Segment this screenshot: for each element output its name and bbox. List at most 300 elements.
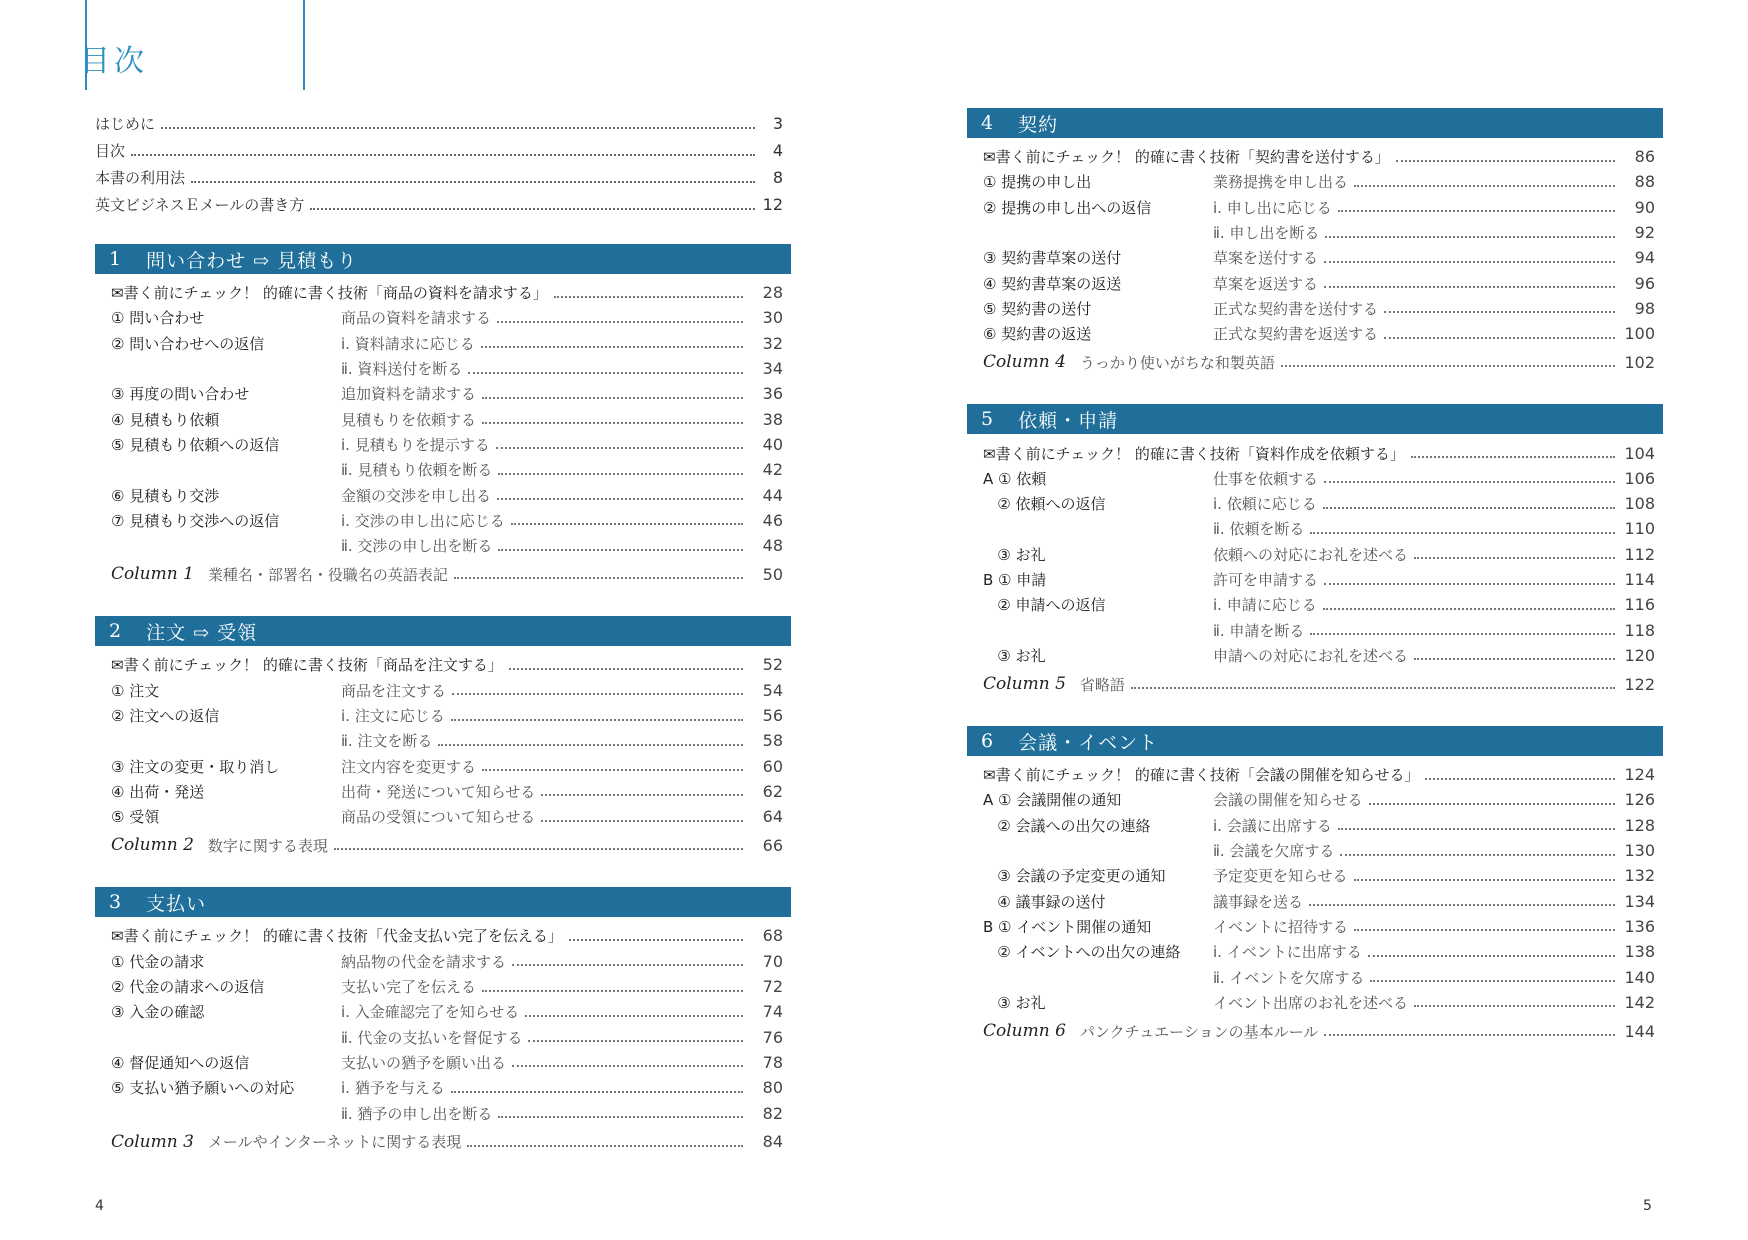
- page-number-right: 5: [1643, 1198, 1652, 1214]
- entry-title: ② 会議への出欠の連絡: [983, 816, 1151, 835]
- column-entry[interactable]: [111, 558, 783, 590]
- dot-leader: [1425, 778, 1615, 780]
- dot-leader: [334, 848, 743, 850]
- toc-entry[interactable]: [95, 164, 791, 191]
- entry-subtitle: ⅱ. 注文を断る: [341, 732, 433, 751]
- entry-title: ④ 議事録の送付: [983, 892, 1106, 911]
- page-number: 64: [762, 807, 783, 827]
- toc-entry[interactable]: [111, 1075, 783, 1100]
- page-number: 124: [1624, 765, 1655, 785]
- entry-subtitle: パンクチュエーションの基本ルール: [1079, 1022, 1319, 1041]
- section-body: [95, 646, 791, 861]
- column-label: Column 6: [983, 1021, 1066, 1042]
- toc-entry[interactable]: [983, 220, 1655, 245]
- dot-leader: [498, 473, 743, 475]
- page-number: 34: [762, 359, 783, 379]
- right-column: [967, 108, 1663, 1073]
- dot-leader: [497, 321, 743, 323]
- entry-title: ✉書く前にチェック！ 的確に書く技術「資料作成を依頼する」: [983, 444, 1405, 463]
- dot-leader: [1340, 854, 1615, 856]
- page-number: 136: [1624, 916, 1655, 936]
- dot-leader: [497, 498, 743, 500]
- section-title: 会議・イベント: [1018, 731, 1159, 754]
- spacer: [967, 1047, 1663, 1073]
- page-number: 52: [762, 655, 783, 675]
- toc-entry[interactable]: [111, 508, 783, 533]
- entry-subtitle: 出荷・発送について知らせる: [341, 782, 536, 801]
- dot-leader: [1369, 803, 1615, 805]
- toc-entry[interactable]: [111, 949, 783, 974]
- dot-leader: [481, 346, 743, 348]
- page-number: 104: [1624, 443, 1655, 463]
- toc-entry[interactable]: [111, 533, 783, 558]
- page-number: 98: [1634, 298, 1655, 318]
- page-number: 78: [762, 1052, 783, 1072]
- column-entry[interactable]: [983, 668, 1655, 700]
- dot-leader: [482, 422, 743, 424]
- entry-subtitle: 業種名・部署名・役職名の英語表記: [207, 565, 448, 584]
- toc-entry[interactable]: [983, 466, 1655, 491]
- toc-entry[interactable]: [95, 110, 791, 137]
- page-number: 80: [762, 1078, 783, 1098]
- dot-leader: [569, 939, 743, 941]
- page-number: 106: [1624, 468, 1655, 488]
- section-header: [95, 887, 791, 917]
- page-number-left: 4: [95, 1198, 104, 1214]
- section-title: 依頼・申請: [1018, 409, 1119, 432]
- toc-entry[interactable]: [983, 838, 1655, 863]
- entry-subtitle: ⅱ. 見積もり依頼を断る: [341, 461, 493, 480]
- dot-leader: [482, 769, 743, 771]
- dot-leader: [498, 549, 743, 551]
- entry-title: ③ お礼: [983, 993, 1046, 1012]
- toc-entry[interactable]: [983, 567, 1655, 592]
- dot-leader: [482, 990, 743, 992]
- toc-entry[interactable]: [111, 999, 783, 1024]
- entry-subtitle: ⅰ. イベントに出席する: [1213, 943, 1362, 962]
- page-number: 42: [762, 460, 783, 480]
- toc-entry[interactable]: [983, 296, 1655, 321]
- page-number: 76: [762, 1027, 783, 1047]
- entry-subtitle: ⅰ. 申請に応じる: [1213, 596, 1317, 615]
- check-entry[interactable]: [983, 144, 1655, 169]
- spacer: [95, 590, 791, 616]
- page-number: 132: [1624, 866, 1655, 886]
- page-number: 68: [762, 926, 783, 946]
- entry-subtitle: イベントに招待する: [1213, 917, 1349, 936]
- spacer: [967, 700, 1663, 726]
- left-sections: [95, 244, 791, 1184]
- section-body: [967, 138, 1663, 378]
- toc-entry[interactable]: [111, 305, 783, 330]
- entry-title: ② 依頼への返信: [983, 495, 1106, 514]
- dot-leader: [1354, 879, 1615, 881]
- dot-leader: [1324, 261, 1615, 263]
- dot-leader: [1323, 507, 1615, 509]
- entry-subtitle: ⅰ. 猶予を与える: [341, 1079, 445, 1098]
- entry-subtitle: ⅱ. 依頼を断る: [1213, 520, 1305, 539]
- entry-subtitle: 会議の開催を知らせる: [1213, 791, 1363, 810]
- entry-subtitle: ⅰ. 入金確認完了を知らせる: [341, 1003, 520, 1022]
- entry-title: ⑥ 契約書の返送: [983, 325, 1092, 344]
- entry-subtitle: うっかり使いがちな和製英語: [1079, 353, 1275, 372]
- toc-entry[interactable]: [983, 491, 1655, 516]
- toc-entry[interactable]: [111, 406, 783, 431]
- toc-entry[interactable]: [983, 813, 1655, 838]
- toc-entry[interactable]: [111, 678, 783, 703]
- section-body: [95, 917, 791, 1157]
- toc-entry[interactable]: [111, 432, 783, 457]
- entry-subtitle: ⅱ. 代金の支払いを督促する: [341, 1028, 523, 1047]
- entry-subtitle: 業務提携を申し出る: [1213, 173, 1349, 192]
- dot-leader: [1324, 481, 1615, 483]
- dot-leader: [1368, 955, 1615, 957]
- toc-entry[interactable]: [111, 728, 783, 753]
- section-body: [967, 756, 1663, 1047]
- page-number: 54: [762, 680, 783, 700]
- page-number: 62: [762, 781, 783, 801]
- entry-subtitle: 予定変更を知らせる: [1213, 867, 1348, 886]
- entry-subtitle: 申請への対応にお礼を述べる: [1213, 646, 1409, 665]
- dot-leader: [496, 447, 743, 449]
- toc-entry[interactable]: [983, 939, 1655, 964]
- page-number: 134: [1624, 891, 1655, 911]
- check-entry[interactable]: [983, 440, 1655, 465]
- toc-entry[interactable]: [983, 964, 1655, 989]
- toc-entry[interactable]: [111, 1025, 783, 1050]
- toc-entry[interactable]: [983, 990, 1655, 1015]
- dot-leader: [310, 208, 755, 210]
- section-number: 5: [981, 408, 995, 431]
- dot-leader: [1281, 365, 1615, 367]
- toc-entry[interactable]: [95, 191, 791, 218]
- entry-subtitle: 許可を申請する: [1213, 571, 1319, 589]
- entry-title: ③ 再度の問い合わせ: [111, 385, 250, 404]
- toc-entry[interactable]: [983, 889, 1655, 914]
- page-number: 46: [762, 510, 783, 530]
- page-number: 116: [1624, 595, 1655, 615]
- dot-leader: [1370, 980, 1615, 982]
- toc-entry[interactable]: [983, 321, 1655, 346]
- page-number: 44: [762, 485, 783, 505]
- entry-subtitle: 草案を返送する: [1213, 274, 1319, 293]
- toc-entry[interactable]: [983, 516, 1655, 541]
- dot-leader: [1323, 608, 1615, 610]
- entry-title: ② イベントへの出欠の連絡: [983, 943, 1181, 962]
- page-number: 8: [772, 168, 783, 187]
- entry-subtitle: 注文内容を変更する: [341, 757, 477, 776]
- dot-leader: [1414, 557, 1615, 559]
- page-number: 86: [1634, 147, 1655, 167]
- entry-subtitle: 草案を送付する: [1213, 249, 1319, 268]
- entry-title: ⑦ 見積もり交渉への返信: [111, 511, 280, 530]
- check-entry[interactable]: [111, 923, 783, 948]
- section-number: 3: [109, 891, 123, 914]
- entry-subtitle: 省略語: [1079, 675, 1125, 694]
- entry-title: ✉書く前にチェック！ 的確に書く技術「会議の開催を知らせる」: [983, 766, 1420, 785]
- section-title: 問い合わせ ⇨ 見積もり: [146, 249, 358, 272]
- entry-subtitle: ⅱ. 交渉の申し出を断る: [341, 537, 493, 556]
- page-number: 28: [762, 283, 783, 303]
- column-entry[interactable]: [111, 829, 783, 861]
- dot-leader: [1354, 929, 1615, 931]
- toc-entry[interactable]: [111, 457, 783, 482]
- entry-title: ⑤ 契約書の送付: [983, 299, 1092, 318]
- dot-leader: [1411, 456, 1615, 458]
- entry-subtitle: ⅱ. 会議を欠席する: [1213, 842, 1335, 861]
- entry-subtitle: 正式な契約書を送付する: [1213, 299, 1379, 318]
- dot-leader: [1324, 1034, 1615, 1036]
- toc-entry[interactable]: [111, 779, 783, 804]
- toc-entry[interactable]: [111, 356, 783, 381]
- toc-entry[interactable]: [111, 381, 783, 406]
- page-number: 4: [772, 141, 783, 160]
- entry-title: ✉書く前にチェック！ 的確に書く技術「商品を注文する」: [111, 656, 503, 675]
- page-number: 114: [1624, 570, 1655, 589]
- page-number: 102: [1624, 352, 1655, 372]
- dot-leader: [498, 1116, 743, 1118]
- dot-leader: [525, 1015, 743, 1017]
- toc-entry[interactable]: [111, 974, 783, 999]
- dot-leader: [467, 1145, 743, 1147]
- entry-subtitle: ⅱ. 猶予の申し出を断る: [341, 1104, 493, 1123]
- page-number: 144: [1624, 1021, 1655, 1041]
- page-number: 82: [762, 1103, 783, 1123]
- dot-leader: [1310, 532, 1615, 534]
- section-number: 6: [981, 730, 995, 753]
- entry-subtitle: 金額の交渉を申し出る: [341, 486, 492, 505]
- entry-title: ① 提携の申し出: [983, 173, 1092, 192]
- section-header: [967, 108, 1663, 138]
- entry-subtitle: 商品の受領について知らせる: [341, 808, 536, 827]
- dot-leader: [1354, 185, 1615, 187]
- check-entry[interactable]: [983, 762, 1655, 787]
- section-header: [95, 616, 791, 646]
- toc-entry[interactable]: [111, 331, 783, 356]
- page-number: 48: [762, 536, 783, 556]
- section-body: [95, 274, 791, 590]
- page-number: 58: [762, 731, 783, 751]
- page-number: 92: [1634, 223, 1655, 243]
- dot-leader: [541, 794, 743, 796]
- toc-entry[interactable]: [111, 1050, 783, 1075]
- entry-title: ③ 会議の予定変更の通知: [983, 867, 1166, 886]
- page-number: 88: [1634, 172, 1655, 192]
- dot-leader: [451, 719, 743, 721]
- spacer: [967, 378, 1663, 404]
- entry-title: ③ お礼: [983, 545, 1046, 564]
- entry-title: ④ 契約書草案の返送: [983, 274, 1122, 293]
- column-label: Column 1: [111, 564, 194, 585]
- toc-entry[interactable]: [95, 137, 791, 164]
- entry-title: 本書の利用法: [95, 169, 186, 187]
- section-header: [967, 726, 1663, 756]
- toc-entry[interactable]: [983, 169, 1655, 194]
- dot-leader: [482, 397, 743, 399]
- dot-leader: [1324, 583, 1615, 585]
- entry-subtitle: ⅰ. 資料請求に応じる: [341, 334, 475, 353]
- entry-subtitle: ⅱ. 資料送付を断る: [341, 360, 463, 379]
- entry-title: ② 注文への返信: [111, 707, 220, 725]
- toc-entry[interactable]: [111, 753, 783, 778]
- section-title: 注文 ⇨ 受領: [146, 621, 258, 644]
- dot-leader: [1325, 236, 1615, 238]
- dot-leader: [511, 523, 743, 525]
- entry-subtitle: ⅰ. 交渉の申し出に応じる: [341, 511, 505, 530]
- toc-entry[interactable]: [983, 787, 1655, 812]
- entry-title: ① 代金の請求: [111, 952, 205, 971]
- column-entry[interactable]: [983, 346, 1655, 378]
- entry-title: 英文ビジネスＥメールの書き方: [95, 196, 305, 214]
- section-header: [967, 404, 1663, 434]
- entry-title: ③ 注文の変更・取り消し: [111, 757, 280, 776]
- entry-title: ⑤ 見積もり依頼への返信: [111, 435, 280, 454]
- entry-subtitle: 商品を注文する: [341, 681, 447, 700]
- page-number: 66: [762, 835, 783, 855]
- entry-subtitle: 支払いの猶予を願い出る: [341, 1053, 507, 1072]
- dot-leader: [1310, 633, 1615, 635]
- page-number: 118: [1624, 620, 1655, 640]
- spacer: [95, 1158, 791, 1184]
- left-column: [95, 110, 791, 1184]
- section-number: 4: [981, 112, 995, 134]
- entry-subtitle: 見積もりを依頼する: [341, 410, 477, 429]
- entry-subtitle: ⅱ. 申し出を断る: [1213, 224, 1320, 243]
- column-entry[interactable]: [111, 1126, 783, 1158]
- toc-entry[interactable]: [983, 592, 1655, 617]
- toc-entry[interactable]: [983, 542, 1655, 567]
- entry-subtitle: 商品の資料を請求する: [341, 309, 492, 328]
- check-entry[interactable]: [111, 280, 783, 305]
- toc-entry[interactable]: [111, 1100, 783, 1125]
- page-number: 32: [762, 333, 783, 353]
- toc-entry[interactable]: [983, 863, 1655, 888]
- entry-title: A ① 依頼: [983, 469, 1047, 488]
- page-number: 84: [762, 1132, 783, 1152]
- page-number: 122: [1624, 674, 1655, 694]
- page-number: 100: [1624, 324, 1655, 344]
- entry-title: ⑤ 支払い猶予願いへの対応: [111, 1079, 295, 1098]
- dot-leader: [1131, 687, 1615, 689]
- toc-entry[interactable]: [111, 482, 783, 507]
- column-label: Column 4: [983, 352, 1066, 373]
- entry-subtitle: 仕事を依頼する: [1213, 469, 1319, 488]
- page-number: 120: [1624, 645, 1655, 665]
- page-number: 112: [1624, 544, 1655, 564]
- entry-subtitle: ⅱ. イベントを欠席する: [1213, 968, 1365, 987]
- check-entry[interactable]: [111, 652, 783, 677]
- spacer: [95, 861, 791, 887]
- entry-subtitle: ⅰ. 見積もりを提示する: [341, 435, 490, 454]
- entry-subtitle: メールやインターネットに関する表現: [207, 1133, 462, 1152]
- section-number: 1: [109, 248, 123, 270]
- page-number: 128: [1624, 815, 1655, 835]
- entry-title: ① 問い合わせ: [111, 309, 205, 328]
- page-number: 130: [1624, 841, 1655, 861]
- entry-subtitle: ⅱ. 申請を断る: [1213, 621, 1305, 640]
- dot-leader: [554, 296, 743, 298]
- section-number: 2: [109, 620, 123, 643]
- entry-title: ⑥ 見積もり交渉: [111, 486, 220, 505]
- page-number: 36: [762, 384, 783, 404]
- entry-title: ④ 出荷・発送: [111, 782, 205, 801]
- entry-title: A ① 会議開催の通知: [983, 791, 1122, 810]
- entry-subtitle: 議事録を送る: [1213, 892, 1304, 911]
- dot-leader: [1338, 828, 1615, 830]
- page-number: 56: [762, 706, 783, 725]
- entry-title: ③ 契約書草案の送付: [983, 249, 1122, 268]
- entry-subtitle: 数字に関する表現: [207, 836, 328, 855]
- toc-entry[interactable]: [983, 617, 1655, 642]
- section-header: [95, 244, 791, 274]
- dot-leader: [452, 693, 743, 695]
- toc-entry[interactable]: [983, 195, 1655, 220]
- page-number: 40: [762, 434, 783, 454]
- toc-entry[interactable]: [111, 703, 783, 728]
- entry-title: 目次: [95, 142, 126, 160]
- entry-title: ✉書く前にチェック！ 的確に書く技術「商品の資料を請求する」: [111, 284, 548, 303]
- page-number: 60: [762, 756, 783, 776]
- toc-entry[interactable]: [111, 804, 783, 829]
- dot-leader: [1338, 210, 1615, 212]
- entry-subtitle: イベント出席のお礼を述べる: [1213, 993, 1409, 1012]
- dot-leader: [451, 1091, 743, 1093]
- section-body: [967, 434, 1663, 700]
- entry-title: ④ 見積もり依頼: [111, 410, 220, 429]
- entry-subtitle: 正式な契約書を返送する: [1213, 325, 1379, 344]
- dot-leader: [1384, 337, 1615, 339]
- column-label: Column 5: [983, 674, 1066, 695]
- page-number: 126: [1624, 790, 1655, 810]
- page-number: 3: [772, 114, 783, 133]
- entry-title: ② 提携の申し出への返信: [983, 198, 1152, 217]
- entry-title: はじめに: [95, 115, 156, 133]
- page-number: 96: [1634, 273, 1655, 293]
- dot-leader: [541, 820, 743, 822]
- dot-leader: [1414, 1005, 1615, 1007]
- dot-leader: [512, 964, 743, 966]
- column-entry[interactable]: [983, 1015, 1655, 1047]
- entry-title: ⑤ 受領: [111, 808, 160, 827]
- page-number: 30: [762, 308, 783, 328]
- page-number: 12: [762, 195, 783, 214]
- dot-leader: [509, 668, 743, 670]
- column-label: Column 3: [111, 1131, 194, 1152]
- section-title: 契約: [1018, 113, 1059, 136]
- page-number: 90: [1634, 197, 1655, 217]
- entry-subtitle: 納品物の代金を請求する: [341, 952, 507, 971]
- entry-title: ③ お礼: [983, 646, 1046, 665]
- entry-subtitle: ⅰ. 申し出に応じる: [1213, 198, 1332, 217]
- entry-subtitle: 依頼への対応にお礼を述べる: [1213, 545, 1409, 564]
- dot-leader: [1309, 904, 1615, 906]
- dot-leader: [438, 744, 743, 746]
- entry-subtitle: 追加資料を請求する: [341, 385, 477, 404]
- entry-title: ② 問い合わせへの返信: [111, 334, 265, 353]
- entry-subtitle: ⅰ. 注文に応じる: [341, 707, 445, 725]
- toc-entry[interactable]: [983, 914, 1655, 939]
- toc-entry[interactable]: [983, 270, 1655, 295]
- dot-leader: [161, 127, 755, 129]
- right-sections: [967, 108, 1663, 1073]
- entry-title: ④ 督促通知への返信: [111, 1053, 250, 1072]
- spacer: [95, 218, 791, 244]
- dot-leader: [454, 577, 743, 579]
- toc-entry[interactable]: [983, 643, 1655, 668]
- toc-entry[interactable]: [983, 245, 1655, 270]
- page-number: 72: [762, 977, 783, 997]
- entry-subtitle: ⅰ. 依頼に応じる: [1213, 495, 1317, 514]
